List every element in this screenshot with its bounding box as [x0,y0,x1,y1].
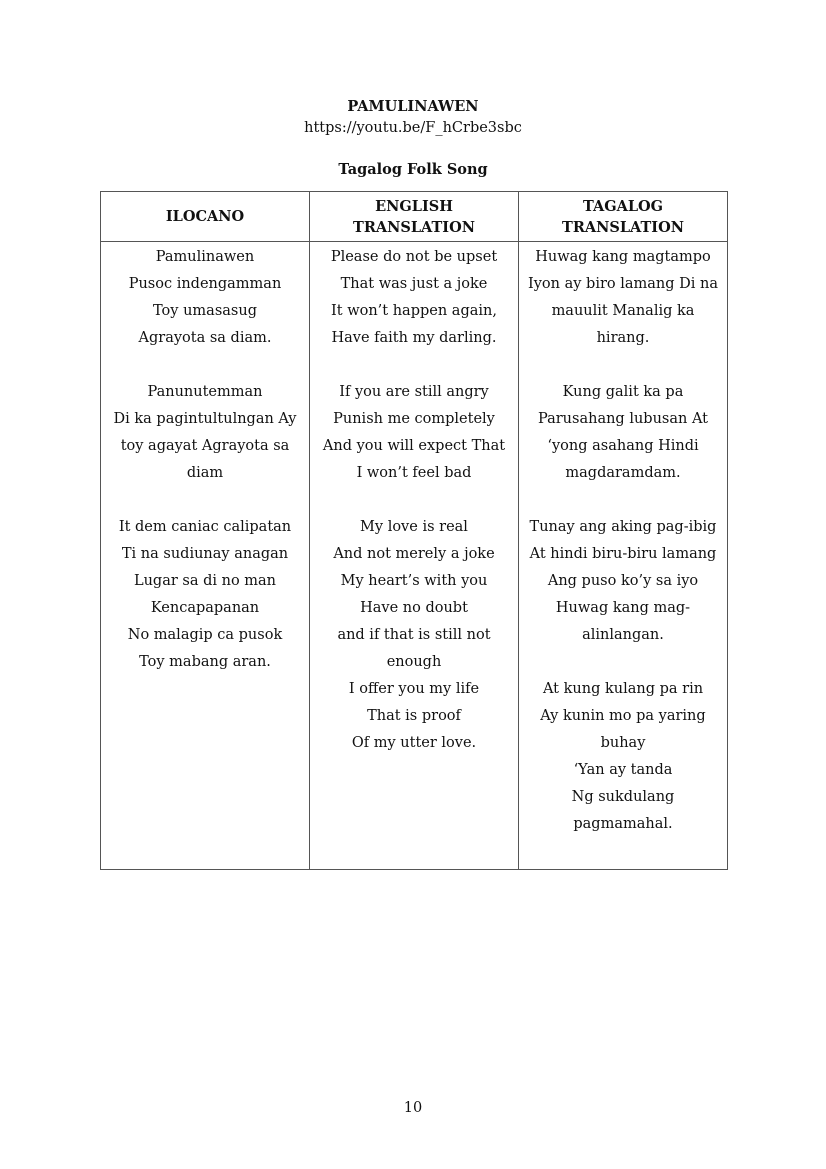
lyric-line: Di ka pagintultulngan Ay toy agayat Agrayota sa diam [113,411,297,481]
lyric-line: Have faith my darling. [331,330,497,346]
lyric-line: My love is real [360,519,468,535]
lyric-line: It won’t happen again, [331,303,497,319]
stanza [106,244,304,352]
lyric-line: I won’t feel bad [356,465,472,481]
lyric-line: And not merely a joke [333,546,495,562]
lyric-line: At kung kulang pa rin [542,681,704,697]
lyric-line: Of my utter love. [351,735,477,751]
stanza [524,676,722,838]
lyric-line: And you will expect That [322,438,506,454]
stanza [315,514,513,757]
lyric-line: Toy umasasug [153,303,257,319]
lyric-line: Pusoc indengamman [128,276,282,292]
lyric-line: Lugar sa di no man [133,573,277,589]
lyric-line: Punish me completely [333,411,495,427]
lyric-line: Panunutemman [147,384,263,400]
header-ilocano: ILOCANO [101,192,310,242]
lyric-line: Kencapapanan [150,600,260,616]
lyric-line: Have no doubt [360,600,468,616]
column-tagalog [519,242,728,870]
lyric-line: Ng sukdulang pagmamahal. [571,789,675,832]
column-ilocano [101,242,310,870]
stanza [524,379,722,487]
lyric-line: If you are still angry [339,384,489,400]
lyric-line: Tunay ang aking pag-ibig [529,519,717,535]
stanza [524,244,722,352]
lyric-line: No malagip ca pusok [127,627,283,643]
document-title: PAMULINAWEN [347,98,479,115]
lyric-line: Huwag kang mag-alinlangan. [555,600,691,643]
page-number: 10 [403,1100,423,1116]
lyric-line: That was just a joke [340,276,488,292]
lyrics-row [101,242,728,870]
lyric-line: Ang puso ko’y sa iyo [547,573,699,589]
lyric-line: Please do not be upset [330,249,498,265]
lyric-line: ‘Yan ay tanda [573,762,673,778]
lyric-line: Pamulinawen [155,249,255,265]
lyric-line: Kung galit ka pa [562,384,684,400]
lyric-line: Parusahang lubusan At ‘yong asahang Hindi magdaramdam. [538,411,708,481]
header-english: ENGLISH TRANSLATION [310,192,519,242]
stanza [315,244,513,352]
column-english [310,242,519,870]
header-tagalog: TAGALOG TRANSLATION [519,192,728,242]
lyric-line: Agrayota sa diam. [138,330,272,346]
lyric-line: Toy mabang aran. [139,654,271,670]
lyric-line: Huwag kang magtampo Iyon ay biro lamang Di na mauulit Manalig ka hirang. [528,249,718,346]
lyric-line: My heart’s with you [340,573,488,589]
stanza [315,379,513,487]
stanza [106,514,304,676]
lyric-line: Ay kunin mo pa yaring buhay [540,708,706,751]
lyric-line: It dem caniac calipatan [118,519,292,535]
stanza [106,379,304,487]
document-subtitle: Tagalog Folk Song [338,161,488,178]
lyric-line: Ti na sudiunay anagan [121,546,289,562]
stanza [524,514,722,649]
lyrics-table [100,191,728,870]
lyric-line: At hindi biru-biru lamang [529,546,717,562]
lyric-line: I offer you my life [348,681,480,697]
video-link[interactable]: https://youtu.be/F_hCrbe3sbc [304,120,522,136]
lyric-line: and if that is still not enough [337,627,491,670]
header-row [101,192,728,242]
lyric-line: That is proof [367,708,461,724]
